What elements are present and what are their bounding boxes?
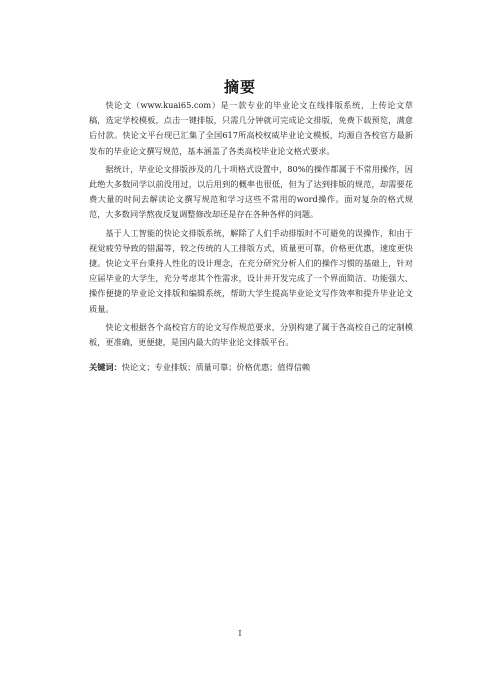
page-number: I bbox=[238, 629, 242, 638]
paragraph-ai-system: 基于人工智能的快论文排版系统，解除了人们手动排版时不可避免的误操作，和由于视觉疲劳导致的错漏等，较之传统的人工排版方式，质量更可靠，价格更优惠，速度更快捷。快论文平台秉持人性化的设计理念，在充分研究分析人们的操作习惯的基础上，针对应届毕业的大学生，充分考虑其个性需求，设计并开发完成了一个界面简洁、功能强大、操作便捷的毕业论文排版和编辑系统，帮助大学生提高毕业论文写作效率和提升毕业论文质量。 bbox=[89, 227, 413, 314]
abstract-body bbox=[89, 98, 413, 375]
paragraph-templates: 快论文根据各个高校官方的论文写作规范要求，分别构建了属于各高校自己的定制模板，更准确，更便捷，是国内最大的毕业论文排版平台。 bbox=[89, 321, 413, 348]
keywords-label: 关键词： bbox=[89, 362, 122, 373]
keywords-line bbox=[89, 360, 413, 375]
paragraph-intro: 快论文（www.kuai65.com）是一款专业的毕业论文在线排版系统，上传论文草稿，选定学校模板，点击一键排版，只需几分钟就可完成论文排版，免费下载预览，满意后付款。快论文平台现已汇集了全国617所高校权威毕业论文模板，均源自各校官方最新发布的毕业论文撰写规范，基本涵盖了各类高校毕业论文格式要求。 bbox=[89, 100, 413, 156]
paragraph-statistics: 据统计，毕业论文排版涉及的几十项格式设置中，80%的操作都属于不常用操作，因此绝大多数同学以前没用过，以后用到的概率也很低，但为了达到排版的规范，却需要花费大量的时间去解读论文撰写规范和学习这些不常用的word操作。面对复杂的格式规范，大多数同学熬夜反复调整修改却还是存在各种各样的问题。 bbox=[89, 163, 413, 220]
keywords-text: 快论文；专业排版；质量可靠；价格优惠；值得信赖 bbox=[121, 362, 311, 373]
abstract-title: 摘要 bbox=[223, 78, 256, 96]
